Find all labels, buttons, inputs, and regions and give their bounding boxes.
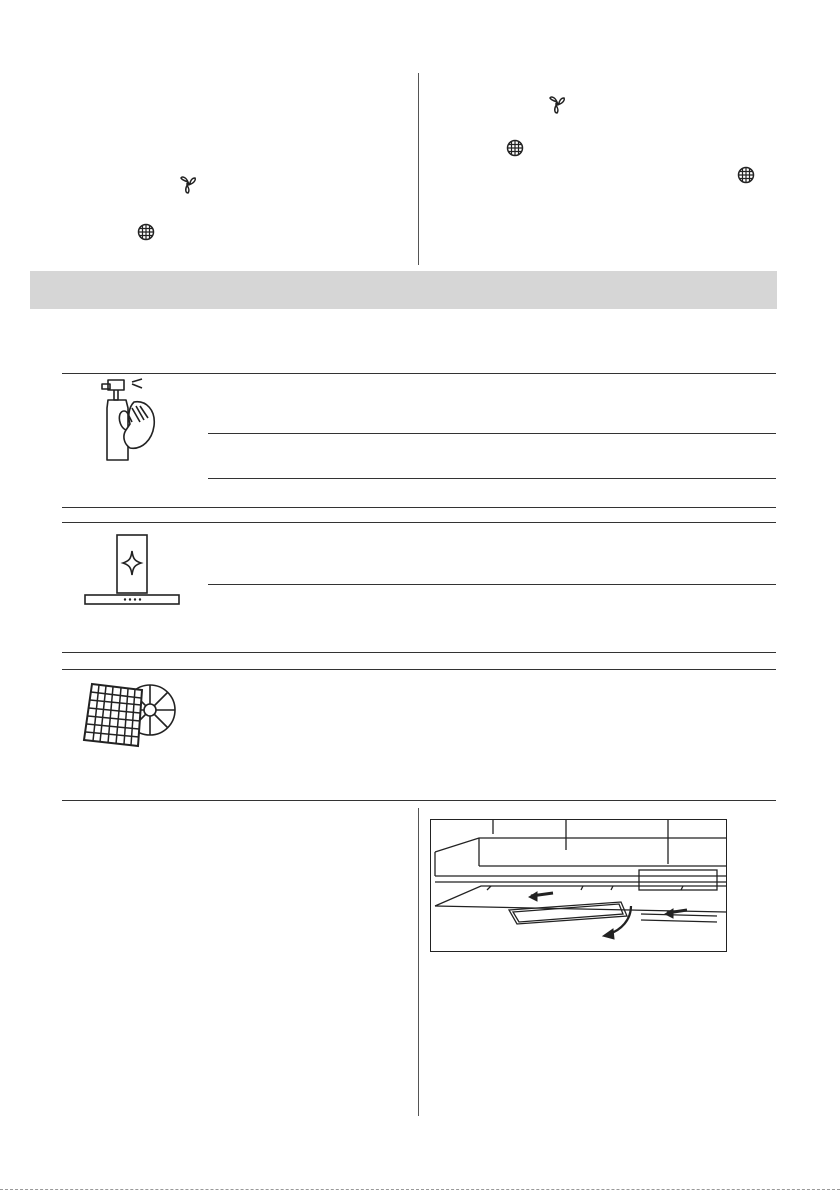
section-heading-band (30, 271, 777, 309)
spray-and-cloth-icon (96, 378, 160, 464)
table-rule-4 (62, 652, 776, 653)
table-rule-1a (208, 433, 776, 434)
table-rule-3a (208, 584, 776, 585)
table-rule-3 (62, 522, 776, 523)
filter-removal-diagram (431, 820, 726, 951)
filter-removal-figure (430, 819, 727, 952)
table-rule-6 (62, 800, 776, 801)
table-rule-1 (62, 373, 776, 374)
table-rule-5 (62, 669, 776, 670)
hood-shine-icon (83, 533, 181, 607)
grease-filter-icon-right-1 (506, 139, 524, 157)
grease-filter-icon-right-2 (737, 166, 755, 184)
fan-icon (176, 172, 200, 196)
table-rule-1b (208, 478, 776, 479)
column-divider-top (418, 73, 419, 265)
grease-filter-icon (137, 223, 155, 241)
table-rule-2 (62, 507, 776, 508)
fan-icon-right (545, 92, 569, 116)
page-bottom-edge (0, 1189, 840, 1190)
column-divider-bottom (418, 808, 419, 1116)
charcoal-filter-icon (80, 676, 180, 756)
